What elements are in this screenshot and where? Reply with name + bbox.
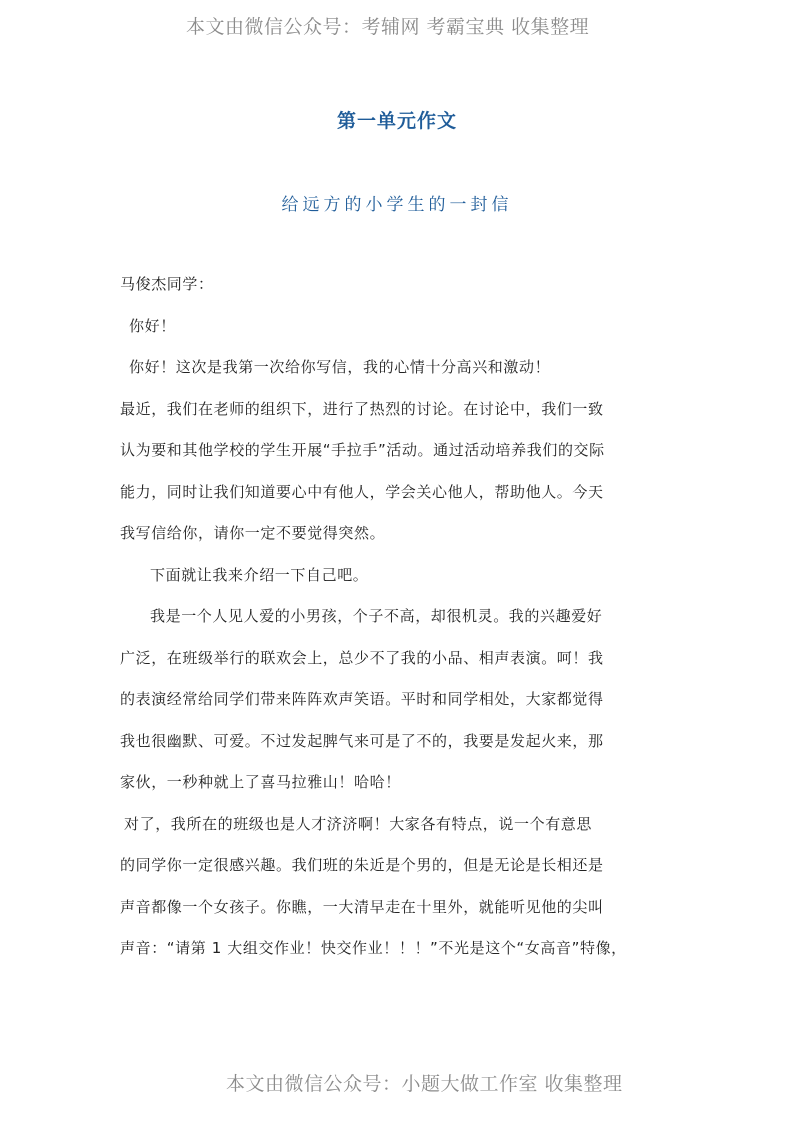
body-line: 我是一个人见人爱的小男孩，个子不高，却很机灵。我的兴趣爱好 bbox=[150, 607, 603, 625]
watermark-top: 本文由微信公众号：考辅网 考霸宝典 收集整理 bbox=[186, 16, 590, 38]
body-line: 我写信给你，请你一定不要觉得突然。 bbox=[120, 524, 386, 542]
body-line: 的同学你一定很感兴趣。我们班的朱近是个男的，但是无论是长相还是 bbox=[120, 856, 604, 874]
body-line: 下面就让我来介绍一下自己吧。 bbox=[150, 565, 369, 584]
letter-body bbox=[120, 264, 680, 970]
body-line: 声音：“请第 1 大组交作业！快交作业！！！”不光是这个“女高音”特像， bbox=[120, 939, 627, 957]
line-salutation: 马俊杰同学： bbox=[120, 275, 214, 293]
line-opening: 你好！这次是我第一次给你写信，我的心情十分高兴和激动！ bbox=[129, 358, 551, 376]
letter-title: 给远方的小学生的一封信 bbox=[281, 195, 513, 215]
body-line: 认为要和其他学校的学生开展“手拉手”活动。通过活动培养我们的交际 bbox=[120, 441, 605, 459]
body-line: 家伙，一秒种就上了喜马拉雅山！哈哈！ bbox=[120, 773, 401, 791]
body-line: 能力，同时让我们知道要心中有他人，学会关心他人，帮助他人。今天 bbox=[120, 482, 604, 501]
unit-title: 第一单元作文 bbox=[336, 110, 457, 132]
body-line: 我也很幽默、可爱。不过发起脾气来可是了不的，我要是发起火来，那 bbox=[120, 731, 604, 750]
body-line: 最近，我们在老师的组织下，进行了热烈的讨论。在讨论中，我们一致 bbox=[120, 399, 604, 418]
watermark-bottom: 本文由微信公众号：小题大做工作室 收集整理 bbox=[226, 1073, 623, 1095]
body-line: 广泛，在班级举行的联欢会上，总少不了我的小品、相声表演。呵！我 bbox=[120, 648, 604, 667]
line-greeting: 你好！ bbox=[129, 316, 176, 335]
body-line: 声音都像一个女孩子。你瞧，一大清早走在十里外，就能听见他的尖叫 bbox=[120, 897, 604, 916]
body-line: 的表演经常给同学们带来阵阵欢声笑语。平时和同学相处，大家都觉得 bbox=[120, 690, 604, 708]
body-line: 对了，我所在的班级也是人才济济啊！大家各有特点，说一个有意思 bbox=[124, 814, 593, 833]
